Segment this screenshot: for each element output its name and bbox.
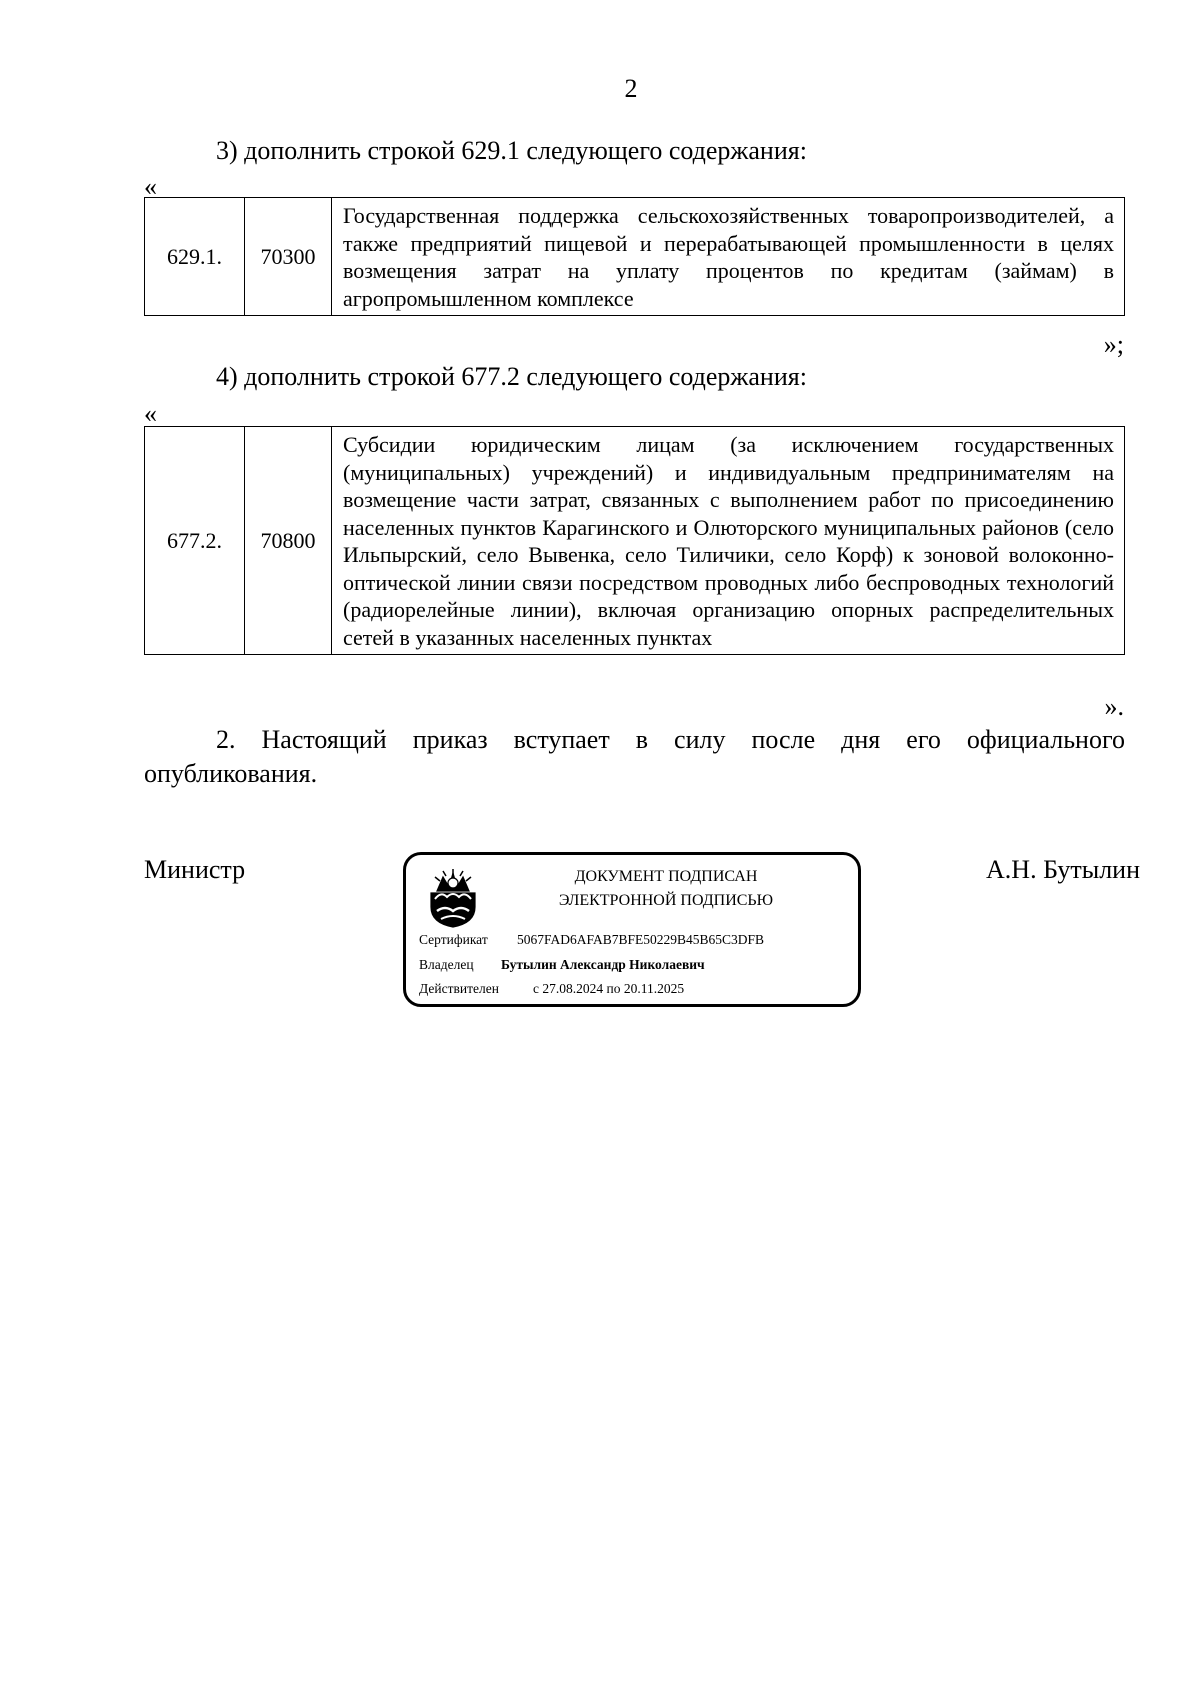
item-3-close-quote: »; [1103, 330, 1124, 359]
stamp-validity-row [419, 979, 684, 999]
item-3-open-quote: « [144, 172, 157, 201]
stamp-certificate-value: 5067FAD6AFAB7BFE50229B45B65C3DFB [517, 932, 765, 947]
item-3-intro: 3) дополнить строкой 629.1 следующего содержания: [216, 136, 807, 165]
row-number: 629.1. [145, 198, 245, 316]
item-4-table [144, 426, 1125, 655]
item-4-close-quote: ». [1104, 692, 1124, 721]
stamp-validity-value: с 27.08.2024 по 20.11.2025 [533, 981, 685, 996]
stamp-owner-value: Бутылин Александр Николаевич [501, 957, 705, 972]
item-4-open-quote: « [144, 399, 157, 428]
stamp-certificate-label: Сертификат [419, 932, 488, 947]
row-description: Государственная поддержка сельскохозяйственных товаропроизводителей, а также предприятий пищевой и перерабатывающей промышленности в целях возмещения затрат на уплату процентов по кредитам (займам) в агропромышленном комплексе [332, 198, 1125, 316]
stamp-title-line-1: ДОКУМЕНТ ПОДПИСАН [574, 868, 758, 885]
signer-position: Министр [144, 855, 246, 884]
e-signature-stamp [403, 852, 861, 1007]
stamp-owner-row [419, 955, 705, 975]
table-row [145, 198, 1125, 316]
page-number: 2 [624, 74, 638, 103]
stamp-owner-label: Владелец [419, 957, 474, 972]
row-code: 70800 [245, 427, 332, 655]
stamp-certificate-row [419, 930, 764, 950]
item-4-intro: 4) дополнить строкой 677.2 следующего содержания: [216, 362, 807, 391]
row-description: Субсидии юридическим лицам (за исключением государственных (муниципальных) учреждений) и индивидуальным предпринимателям на возмещение части затрат, связанных с выполнением работ по присоединению населенных пунктов Карагинского и Олюторского муниципальных районов (село Ильпырский, село Вывенка, село Тиличики, село Корф) к зоновой волоконно-оптической линии связи посредством проводных либо беспроводных технологий (радиорелейные линии), включая организацию опорных распределительных сетей в указанных населенных пунктах [332, 427, 1125, 655]
stamp-title [496, 865, 836, 913]
row-code: 70300 [245, 198, 332, 316]
clause-2: 2. Настоящий приказ вступает в силу после дня его официального опубликования. [144, 725, 1125, 788]
signer-name: А.Н. Бутылин [986, 855, 1140, 884]
table-row [145, 427, 1125, 655]
stamp-validity-label: Действителен [419, 981, 499, 996]
stamp-title-line-2: ЭЛЕКТРОННОЙ ПОДПИСЬЮ [558, 892, 774, 909]
row-number: 677.2. [145, 427, 245, 655]
kamchatka-coat-of-arms-icon [423, 867, 483, 929]
item-3-table [144, 197, 1125, 316]
